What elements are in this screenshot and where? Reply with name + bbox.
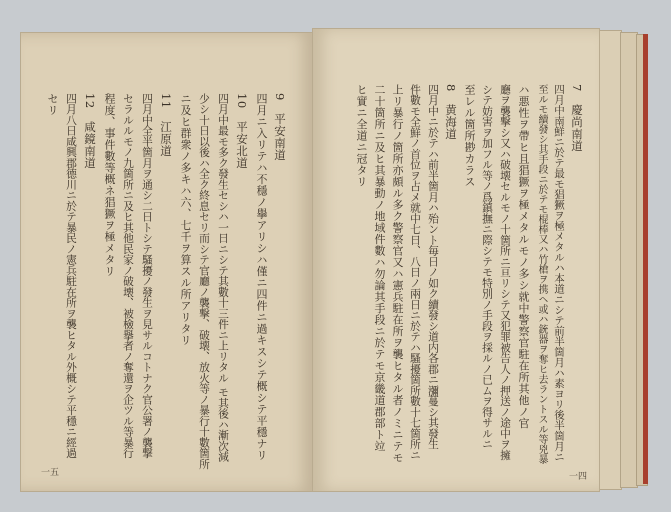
body-column: 至レル箇所尠カラス bbox=[463, 84, 476, 188]
body-column: 四月八日咸興郡德川ニ於テ暴民ノ憲兵駐在所ヲ襲ヒタル外概シテ平穩ニ經過 bbox=[65, 93, 78, 459]
page-number: 一四 bbox=[569, 472, 588, 482]
body-column: 四月中全半箇月ヲ通シ二日トシテ騷擾ノ發生ヲ見サルコトナク官公署ノ襲撃 bbox=[141, 93, 154, 459]
right-page bbox=[312, 28, 600, 492]
body-column: 二十箇所ニ及ヒ其暴動ノ地域件數ハ勿論其手段ニ於テモ京畿道郡部ト竝 bbox=[373, 84, 386, 452]
body-column: 件數モ全鮮ノ首位ヲ占メ就中七日、八日ノ兩日ニ於テハ騷擾箇所數十七箇所ニ bbox=[409, 84, 422, 461]
ribbon-marker bbox=[643, 34, 648, 484]
section-heading: 7 慶尚南道 bbox=[570, 84, 584, 152]
page-edge bbox=[598, 30, 622, 490]
section-heading: 10 平安北道 bbox=[235, 93, 249, 169]
body-column: 四月中最モ多ク發生セシハ一日ニシテ其數十三件ニ上リタル モ其後ハ漸次減 bbox=[217, 93, 230, 462]
section-heading: 8 黄海道 bbox=[444, 84, 458, 140]
body-column: セラルルモノ九箇所ニ及ヒ其他民家ノ破壊、被檢擧者ノ奪還ヲ企ツル等暴行 bbox=[122, 93, 135, 459]
body-column: 四月ニ入リテハ不穩ノ擧アリシハ僅ニ四件ニ過キスシテ概シテ平穩ナリ bbox=[255, 93, 268, 461]
body-column: ニ及ヒ群衆ノ多キハ六、七千ヲ算スル所アリタリ bbox=[179, 93, 192, 346]
body-column: 廳ヲ襲撃シ又ハ破壊セルモノ十箇所ニ亘リシテ又犯罪被告人ノ押送ノ途中ヲ擁 bbox=[499, 84, 512, 461]
body-column: ヒ實ニ全道ニ冠タリ bbox=[355, 84, 368, 188]
section-heading: 9 平安南道 bbox=[273, 93, 287, 161]
section-heading: 11 江原道 bbox=[159, 93, 173, 157]
body-column: 四月中南鮮ニ於テ最モ猖獗ヲ極メタルハ本道ニシテ前半箇月ハ素ヨリ後半箇月ニ bbox=[553, 84, 565, 462]
body-column: ハ悪性ヲ帶ヒ且猖獗ヲ極メタルモノ多シ就中警察官駐在所其他ノ官 bbox=[517, 84, 530, 429]
body-column: 程度、事件數等概ネ猖獗ヲ極メタリ bbox=[103, 93, 116, 277]
open-book bbox=[20, 26, 652, 491]
body-column: シテ妨害ヲ加フル等ノ爲鎮撫ニ際シテモ特別ノ手段ヲ採ルノ已ムヲ得サルニ bbox=[481, 84, 494, 450]
left-page bbox=[20, 32, 314, 492]
body-column: 上リ暴行ノ箇所亦頗ル多ク警察官又ハ憲兵駐在所ヲ襲ヒタル者ノミニテモ bbox=[391, 84, 404, 464]
page-number: 一五 bbox=[41, 468, 60, 478]
body-column: 至ルモ續發シ其手段ニ於テモ棍棒又ハ竹槍ヲ携ヘ或ハ銃器ヲ奪ヒ去ラントスル等兇暴 bbox=[536, 84, 547, 464]
body-column: 少シ十日以後ハ全ク終息セリ而シテ官廳ノ襲撃、破壊、放火等ノ暴行十數箇所 bbox=[198, 93, 211, 470]
section-heading: 12 咸鏡南道 bbox=[83, 93, 97, 169]
body-column: 四月中ニ於テハ前半箇月ハ殆ント毎日ノ如ク續發シ道内各郡ニ瀰蔓シ其發生 bbox=[427, 84, 440, 450]
body-column: セリ bbox=[46, 93, 59, 116]
